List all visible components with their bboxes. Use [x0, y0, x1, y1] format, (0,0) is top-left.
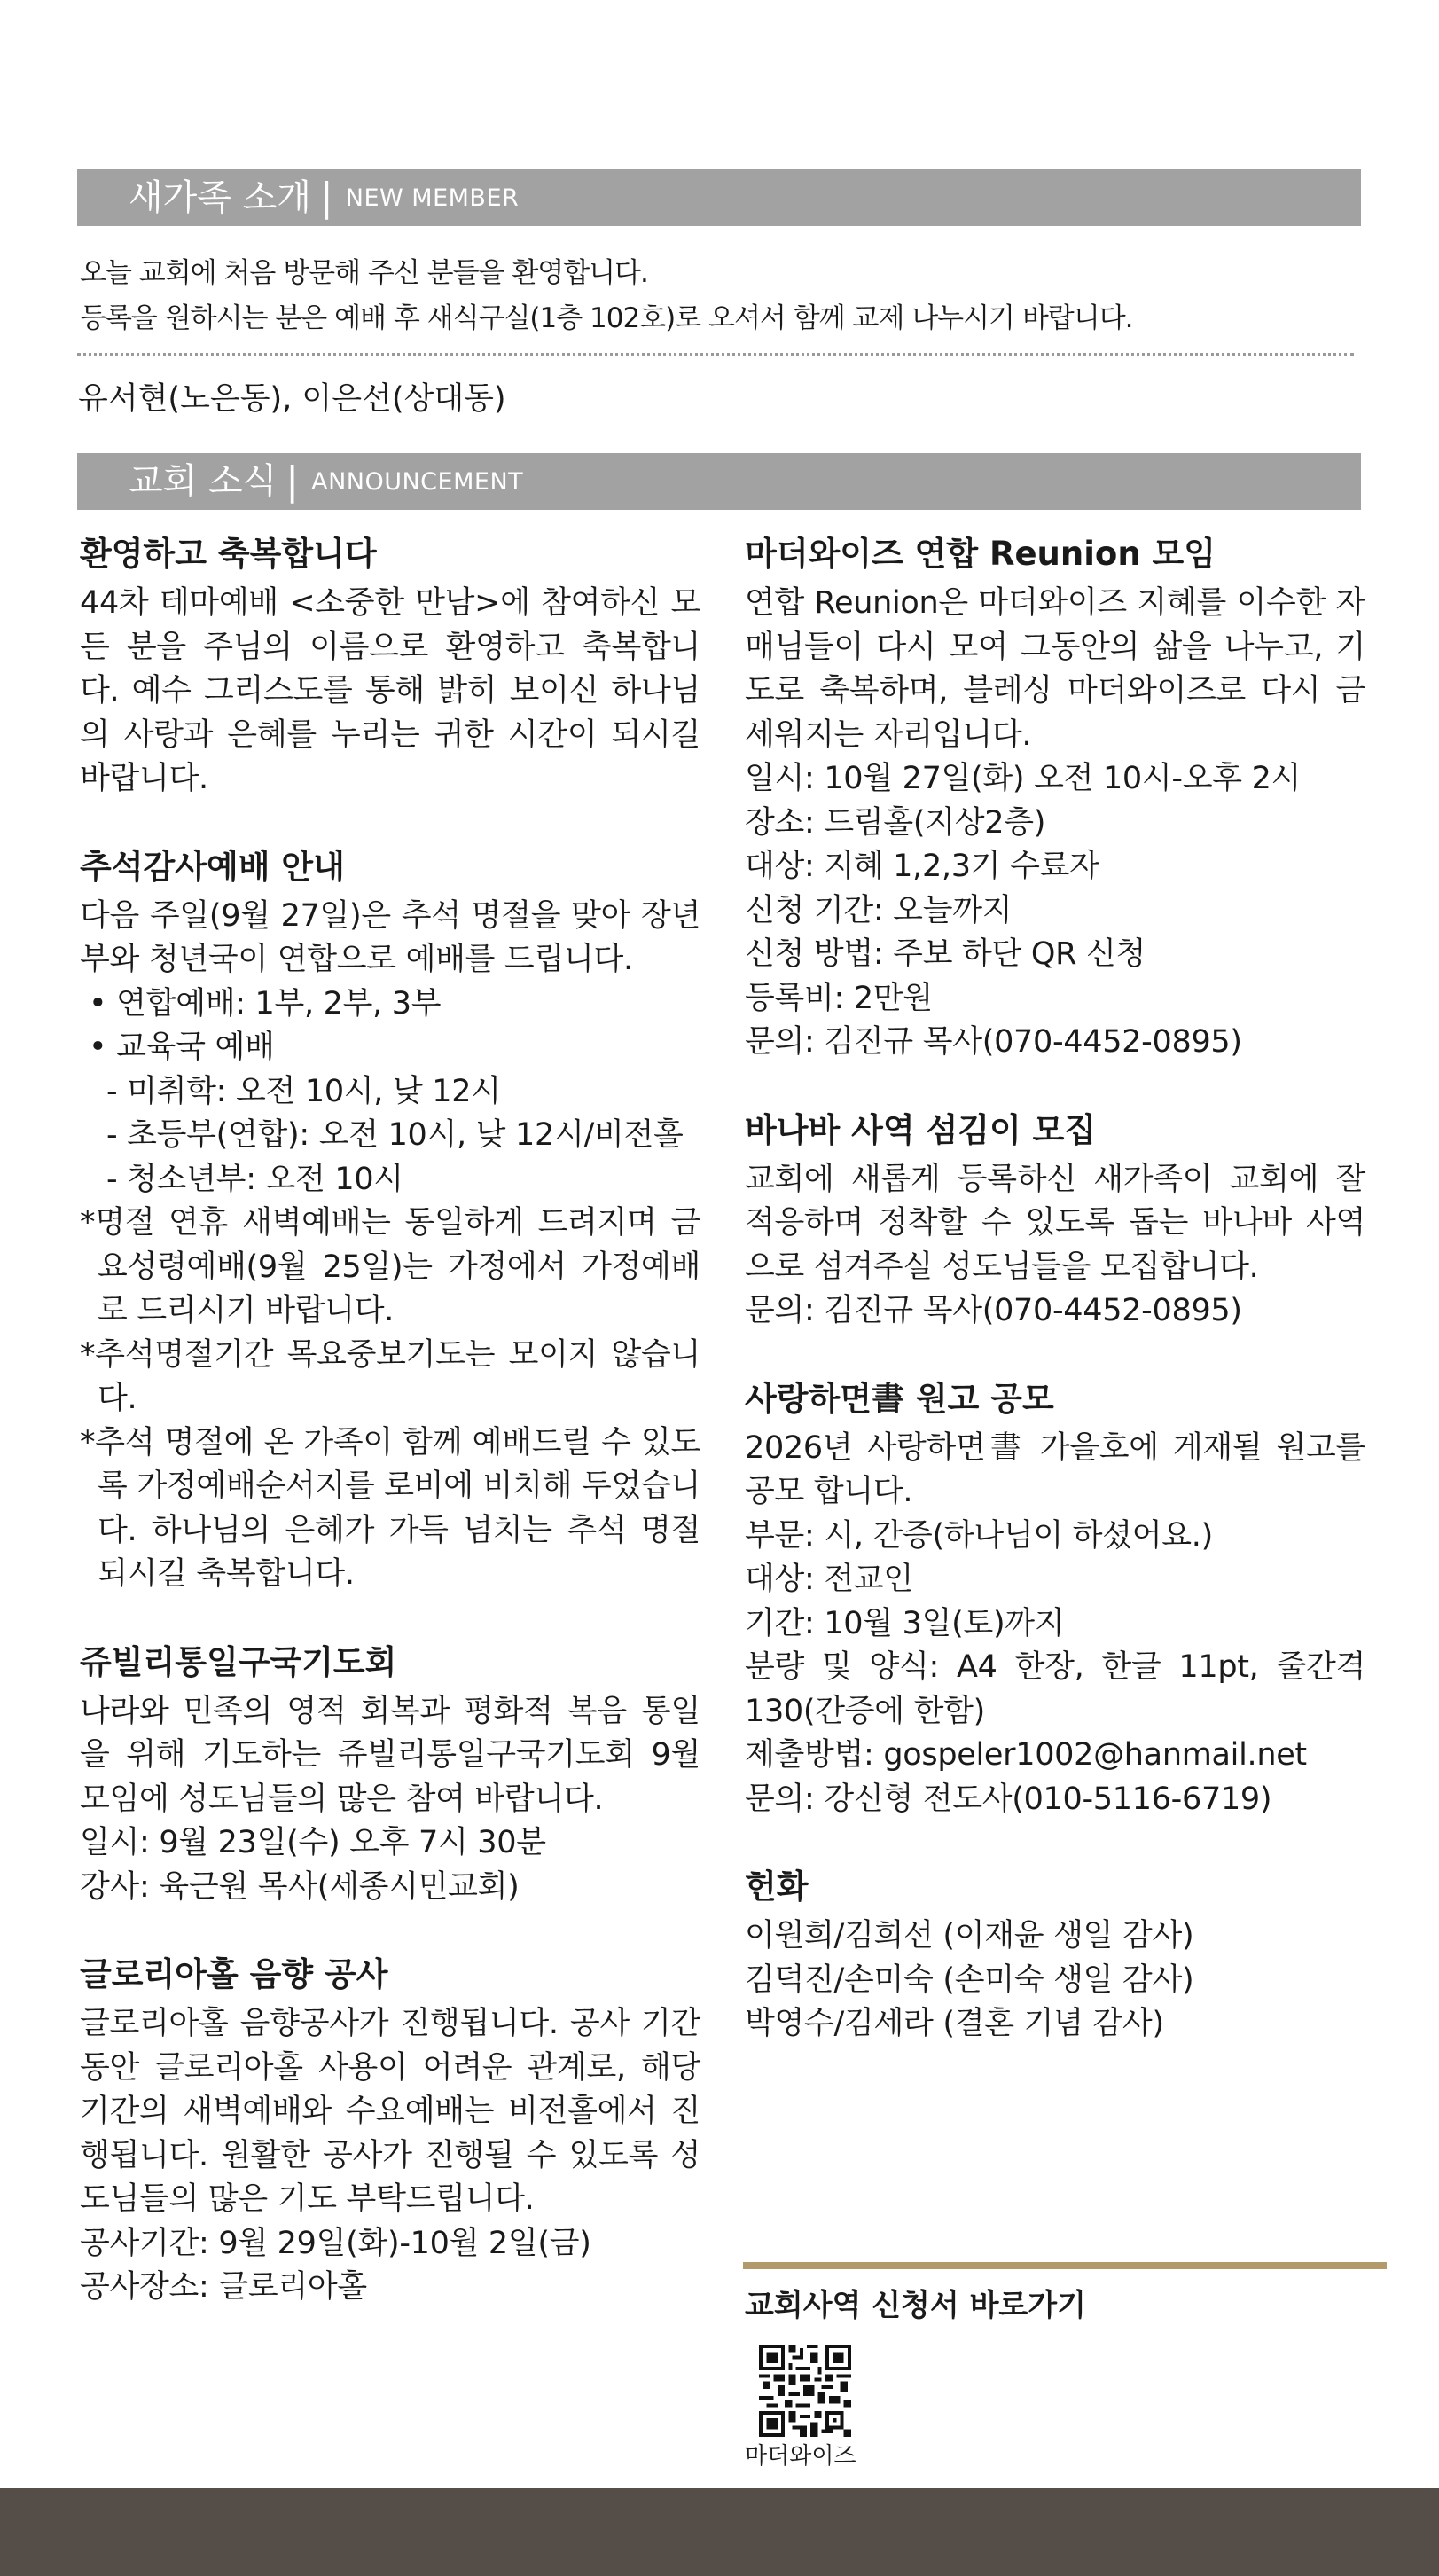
intro-line-1: 오늘 교회에 처음 방문해 주신 분들을 환영합니다.: [80, 257, 648, 289]
writing-detail: 기간: 10월 3일(토)까지: [745, 1605, 1065, 1641]
chuseok-sub-item: - 초등부(연합): 오전 10시, 낮 12시/비전홀: [106, 1117, 684, 1153]
title-divider: |: [319, 175, 333, 220]
welcome-section: [80, 529, 700, 802]
barnabas-contact: 문의: 김진규 목사(070-4452-0895): [745, 1293, 1242, 1328]
reunion-detail: 신청 기간: 오늘까지: [745, 892, 1013, 928]
welcome-body: 44차 테마예배 <소중한 만남>에 참여하신 모든 분을 주님의 이름으로 환영하고 축복합니다. 예수 그리스도를 통해 밝히 보이신 하나님의 사랑과 은혜를 누리는 귀한 시간이 되시길 바랍니다.: [80, 585, 700, 796]
new-member-intro: [80, 251, 1133, 341]
left-column: [80, 529, 700, 2350]
new-member-header: [77, 169, 1361, 226]
gold-divider: [743, 2262, 1387, 2269]
right-column: [745, 529, 1365, 2087]
reunion-section: [745, 529, 1365, 1065]
title-divider: |: [285, 458, 300, 504]
reunion-detail: 일시: 10월 27일(화) 오전 10시-오후 2시: [745, 761, 1302, 796]
footer-bar: [0, 2488, 1439, 2576]
gloria-section: [80, 1949, 700, 2310]
jubilee-section: [80, 1637, 700, 1910]
reunion-detail: 신청 방법: 주보 하단 QR 신청: [745, 936, 1146, 972]
jubilee-body: 나라와 민족의 영적 회복과 평화적 복음 통일을 위해 기도하는 쥬빌리통일구국기도회 9월 모임에 성도님들의 많은 참여 바랍니다.: [80, 1693, 700, 1817]
writing-section: [745, 1374, 1365, 1822]
reunion-contact: 문의: 김진규 목사(070-4452-0895): [745, 1024, 1242, 1060]
gloria-period: 공사기간: 9월 29일(화)-10월 2일(금): [80, 2225, 591, 2261]
dotted-divider: [77, 353, 1354, 356]
reunion-body: 연합 Reunion은 마더와이즈 지혜를 이수한 자매님들이 다시 모여 그동안의 삶을 나누고, 기도로 축복하며, 블레싱 마더와이즈로 다시 금 세워지는 자리입니다.: [745, 585, 1365, 753]
chuseok-note: *추석 명절에 온 가족이 함께 예배드릴 수 있도록 가정예배순서지를 로비에 비치해 두었습니다. 하나님의 은혜가 가득 넘치는 추석 명절 되시길 축복합니다.: [80, 1424, 700, 1592]
offering-item: 이원희/김희선 (이재윤 생일 감사): [745, 1918, 1194, 1954]
jubilee-speaker: 강사: 육근원 목사(세종시민교회): [80, 1868, 520, 1905]
offering-item: 김덕진/손미숙 (손미숙 생일 감사): [745, 1961, 1194, 1998]
chuseok-heading: 추석감사예배 안내: [80, 847, 345, 886]
barnabas-section: [745, 1105, 1365, 1334]
gloria-place: 공사장소: 글로리아홀: [80, 2269, 367, 2305]
writing-contact: 문의: 강신형 전도사(010-5116-6719): [745, 1781, 1272, 1817]
reunion-heading: 마더와이즈 연합 Reunion 모임: [745, 535, 1216, 573]
gloria-body: 글로리아홀 음향공사가 진행됩니다. 공사 기간 동안 글로리아홀 사용이 어려운 관계로, 해당 기간의 새벽예배와 수요예배는 비전홀에서 진행됩니다. 원활한 공사가 진행될 수 있도록 성도님들의 많은 기도 부탁드립니다.: [80, 2006, 700, 2217]
announcement-header: [77, 453, 1361, 510]
reunion-detail: 등록비: 2만원: [745, 980, 933, 1016]
announcement-title: 교회 소식: [129, 461, 278, 502]
gloria-heading: 글로리아홀 음향 공사: [80, 1955, 388, 1993]
intro-line-2: 등록을 원하시는 분은 예배 후 새식구실(1층 102호)로 오셔서 함께 교제 나누시기 바랍니다.: [80, 302, 1133, 334]
chuseok-bullet: • 연합예배: 1부, 2부, 3부: [89, 985, 442, 1022]
chuseok-body: 다음 주일(9월 27일)은 추석 명절을 맞아 장년부와 청년국이 연합으로 예배를 드립니다.: [80, 897, 700, 977]
reunion-detail: 대상: 지혜 1,2,3기 수료자: [745, 849, 1099, 884]
new-member-title: 새가족 소개: [129, 177, 311, 218]
offering-item: 박영수/김세라 (결혼 기념 감사): [745, 2006, 1164, 2041]
welcome-heading: 환영하고 축복합니다: [80, 535, 377, 573]
new-member-names: 유서현(노은동), 이은선(상대동): [78, 381, 506, 417]
qr-caption: 마더와이즈: [745, 2443, 856, 2470]
barnabas-heading: 바나바 사역 섬김이 모집: [745, 1110, 1097, 1149]
writing-detail: 대상: 전교인: [745, 1562, 913, 1597]
new-member-title-en: NEW MEMBER: [345, 184, 520, 212]
chuseok-bullet: • 교육국 예배: [89, 1030, 275, 1065]
qr-code-icon[interactable]: [759, 2345, 851, 2437]
chuseok-note: *명절 연휴 새벽예배는 동일하게 드려지며 금요성령예배(9월 25일)는 가정에서 가정예배로 드리시기 바랍니다.: [80, 1205, 700, 1328]
offering-heading: 헌화: [745, 1867, 809, 1906]
writing-heading: 사랑하면書 원고 공모: [745, 1379, 1054, 1418]
reunion-detail: 장소: 드림홀(지상2층): [745, 804, 1046, 841]
chuseok-sub-item: - 청소년부: 오전 10시: [106, 1161, 403, 1197]
apply-title: 교회사역 신청서 바로가기: [745, 2288, 1086, 2323]
jubilee-date: 일시: 9월 23일(수) 오후 7시 30분: [80, 1825, 546, 1860]
writing-detail: 분량 및 양식: A4 한장, 한글 11pt, 줄간격 130(간증에 한함): [745, 1649, 1365, 1729]
chuseok-note: *추석명절기간 목요중보기도는 모이지 않습니다.: [80, 1336, 700, 1416]
announcement-title-en: ANNOUNCEMENT: [311, 467, 524, 496]
writing-email: 제출방법: gospeler1002@hanmail.net: [745, 1737, 1307, 1773]
chuseok-sub-item: - 미취학: 오전 10시, 낮 12시: [106, 1073, 501, 1109]
jubilee-heading: 쥬빌리통일구국기도회: [80, 1642, 397, 1681]
barnabas-body: 교회에 새롭게 등록하신 새가족이 교회에 잘 적응하며 정착할 수 있도록 돕는 바나바 사역으로 섬겨주실 성도님들을 모집합니다.: [745, 1161, 1365, 1285]
offering-section: [745, 1861, 1365, 2047]
writing-detail: 부문: 시, 간증(하나님이 하셨어요.): [745, 1517, 1213, 1554]
chuseok-section: [80, 842, 700, 1597]
writing-body: 2026년 사랑하면書 가을호에 게재될 원고를 공모 합니다.: [745, 1429, 1365, 1509]
